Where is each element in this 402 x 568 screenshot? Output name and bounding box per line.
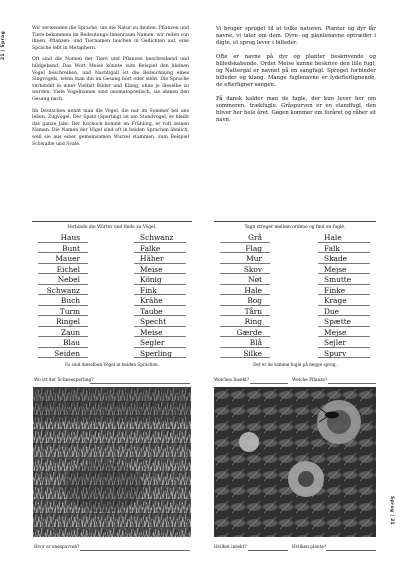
insect-flower-photo-graphic (214, 387, 376, 537)
left-word: Buch (60, 296, 80, 305)
left-word: Hale (244, 285, 262, 295)
underline (220, 284, 270, 285)
word-pair-row (214, 244, 376, 255)
left-word: Eichel (56, 264, 80, 274)
left-word: Ring (244, 317, 262, 326)
grassland-photo (33, 387, 191, 537)
right-word: Falk (324, 243, 340, 253)
word-pair-row (32, 296, 192, 307)
right-word: König (140, 275, 162, 284)
word-pair-row (32, 254, 192, 265)
word-pair-row (214, 265, 376, 276)
photo-caption-danish: Hvor er snespurven? (34, 545, 80, 550)
left-word: Bunt (62, 243, 80, 253)
underline (220, 305, 270, 306)
right-word: Häher (140, 254, 164, 263)
left-word: Blau (63, 338, 80, 347)
left-word: Zaun (60, 327, 80, 337)
word-pair-row (32, 244, 192, 255)
left-word: Haus (60, 233, 80, 242)
photo-caption-danish-plant: Hvilken plante? (292, 545, 327, 550)
photo-caption-german-plant: Welche Pflanze? (292, 378, 328, 383)
right-word: Schwanz (140, 233, 174, 242)
left-word: Bog (247, 296, 262, 305)
word-pair-row (214, 286, 376, 297)
left-word: Flag (245, 243, 262, 253)
word-pair-row (32, 307, 192, 318)
insect-flower-photo (214, 387, 376, 537)
word-pair-row (214, 338, 376, 349)
left-word: Schwanz (46, 285, 80, 295)
danish-paragraph: Vi bruger sproget til at tolke naturen. Planter og dyr får navne, vi taler om dem. Dyre- og plantenavne optræder i digte, et sprog lever i billeder. (216, 26, 376, 47)
word-pair-row (32, 317, 192, 328)
running-head-left: 21 | Sprog (1, 30, 6, 60)
photo-caption-german-insect: Welches Insekt? (214, 378, 250, 383)
right-word: Smutte (324, 275, 352, 284)
right-word: Spætte (324, 317, 352, 326)
left-word: Mur (246, 254, 262, 263)
right-word: Specht (140, 317, 167, 326)
right-word: Segler (140, 338, 165, 347)
left-word: Gærde (236, 327, 262, 337)
left-word: Tårn (244, 306, 262, 316)
word-pair-row (214, 233, 376, 244)
section-divider (32, 221, 192, 222)
danish-word-list (214, 233, 376, 359)
left-word: Turm (59, 306, 80, 316)
german-list-footer: Es sind dieselben Vögel in beiden Sprachen. (64, 362, 160, 367)
german-paragraph: Oft sind die Namen der Tiere und Pflanzen beschreibend und bildgebend. Das Wort Meise könnte zum Beispiel den kleinen Vogel beschreiben, und Nachtigall ist die Bezeichnung eines Singvogels, wenn man ihn im Gesang hört oder sieht. Die Sprache verbindet in einer Vielfalt Bilder und Klang, ohne je dieselbe zu werden. Viele Vogelnamen sind onomatopoetisch, sie ahmen den Gesang nach. (32, 57, 189, 102)
right-word: Fink (140, 285, 157, 295)
danish-paragraph: Ofte er navne på dyr og planter beskrivende og billedskabende. Ordet Meise kunne beskrive den lille fugl, og Nattergal er navnet på en sangfugl. Sproget forbinder billeder og klang. Mange fuglenavne er lydefterlignende, de efterligner sangen. (216, 53, 376, 89)
word-pair-row (32, 275, 192, 286)
word-pair-row (214, 328, 376, 339)
right-word: Sperling (140, 348, 172, 358)
word-pair-row (214, 296, 376, 307)
right-word: Taube (140, 306, 163, 316)
right-word: Krage (324, 296, 347, 305)
left-word: Grå (248, 233, 262, 242)
word-pair-row (32, 233, 192, 244)
german-paragraph: Im Deutschen nennt man die Vögel, die nur im Sommer bei uns leben, Zugvögel. Der Spatz (Sperling) ist ein Standvogel, er bleibt das ganze Jahr. Der Kuckuck kommt im Frühling, er ruft seinen Namen. Die Namen der Vögel sind oft in beiden Sprachen ähnlich, weil sie aus einer gemeinsamen Wurzel stammen, zum Beispiel Schwalbe und Svale. (32, 108, 189, 147)
word-pair-row (32, 328, 192, 339)
right-word: Finke (324, 285, 346, 295)
word-pair-row (32, 265, 192, 276)
answer-line (90, 383, 190, 384)
right-word: Falke (140, 243, 161, 253)
right-word: Krähe (140, 296, 163, 305)
running-head-right: Sprog | 21 (389, 495, 394, 525)
photo-caption-german: Wo ist der Schneesperling? (34, 378, 94, 383)
underline (220, 242, 270, 243)
grassland-photo-graphic (33, 387, 191, 537)
danish-paragraph: På dansk kalder man de fugle, der kun lever her om sommeren, trækfugle. Gråspurven er en standfugl, den bliver her hele året. Gøgen kommer om foråret og råber sit navn. (216, 95, 376, 124)
left-word: Silke (243, 348, 262, 358)
answer-line (248, 550, 288, 551)
left-word: Blå (249, 338, 262, 347)
danish-text-column (216, 26, 376, 130)
section-divider (214, 221, 376, 222)
word-pair-row (214, 307, 376, 318)
word-pair-row (214, 275, 376, 286)
answer-line (80, 550, 190, 551)
word-pair-row (32, 349, 192, 360)
german-paragraph: Wir verwenden die Sprache, um die Natur zu deuten. Pflanzen und Tiere bekommen im Bedeutungs-Innenraum Namen, wir reden von ihnen. Pflanzen- und Tiernamen tauchen in Gedichten auf, eine Sprache lebt in Metaphern. (32, 26, 189, 51)
left-word: Seiden (54, 348, 80, 358)
word-pair-row (32, 338, 192, 349)
word-pair-row (214, 317, 376, 328)
left-word: Nebel (57, 275, 80, 284)
right-word: Meise (140, 264, 163, 274)
danish-list-footer: Det er de samme fugle på begge sprog. (253, 362, 337, 367)
left-word: Ringel (55, 317, 80, 326)
left-word: Mauer (55, 254, 80, 263)
photo-caption-danish-insect: Hvilket insekt? (214, 545, 247, 550)
right-word: Mejse (324, 327, 347, 337)
right-word: Meise (140, 327, 163, 337)
german-list-instruction: Verbinde die Wörter und finde zu Vögel. (67, 225, 157, 230)
underline (220, 347, 270, 348)
underline (220, 263, 270, 264)
right-word: Spurv (324, 348, 347, 358)
right-word: Mejse (324, 264, 347, 274)
answer-line (328, 383, 376, 384)
answer-line (326, 550, 376, 551)
german-text-column (32, 26, 189, 153)
left-word: Nøt (248, 275, 262, 284)
word-pair-row (214, 254, 376, 265)
right-word: Due (324, 306, 340, 316)
right-word: Sejler (324, 338, 346, 347)
right-word: Hale (324, 233, 342, 242)
left-word: Skov (243, 264, 262, 274)
right-word: Skade (324, 254, 348, 263)
danish-list-instruction: Tegn streger mellem ordene og find en fugle. (244, 225, 346, 230)
german-word-list (32, 233, 192, 359)
word-pair-row (214, 349, 376, 360)
answer-line (250, 383, 288, 384)
word-pair-row (32, 286, 192, 297)
